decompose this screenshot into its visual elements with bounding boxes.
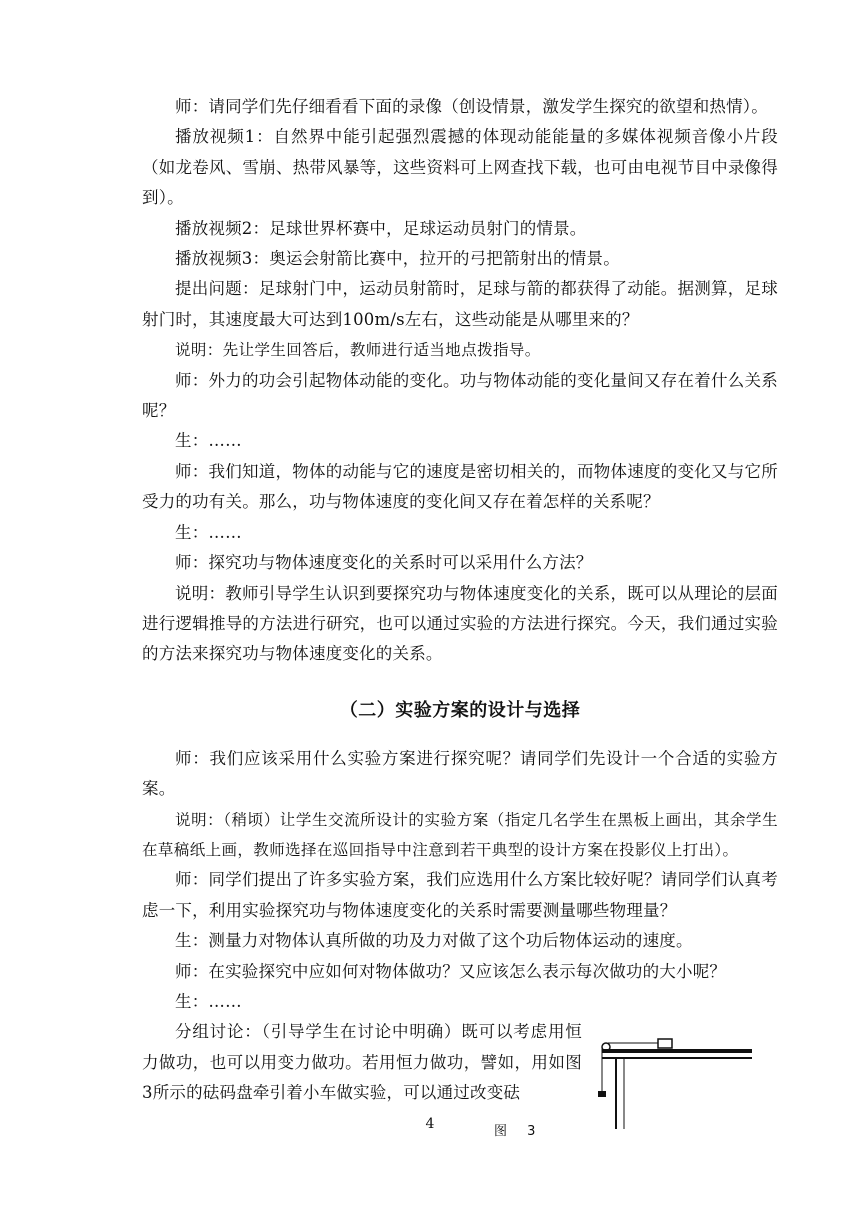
track-board [602, 1049, 752, 1053]
paragraph: 师：探究功与物体速度变化的关系时可以采用什么方法？ [175, 553, 593, 573]
page-number: 4 [425, 1116, 435, 1132]
paragraph: 师：同学们提出了许多实验方案，我们应选用什么方案比较好呢？请同学们认真考虑一下，利用实验探究功与物体速度变化的关系时需要测量哪些物理量？ [142, 870, 778, 920]
cart [658, 1039, 672, 1048]
weight-pan [598, 1091, 606, 1097]
paragraph: 生：测量力对物体认真所做的功及力对做了这个功后物体运动的速度。 [175, 931, 693, 951]
paragraph: 生：…… [175, 991, 242, 1011]
paragraph: 生：…… [175, 522, 242, 542]
paragraph: 师：外力的功会引起物体动能的变化。功与物体动能的变化量间又存在着什么关系呢？ [142, 370, 778, 421]
paragraph: 说明：教师引导学生认识到要探究功与物体速度变化的关系，既可以从理论的层面进行逻辑推导的方法进行研究，也可以通过实验的方法进行探究。今天，我们通过实验的方法来探究功与物体速度变化的关系。 [142, 583, 778, 664]
paragraph: 师：在实验探究中应如何对物体做功？又应该怎么表示每次做功的大小呢？ [175, 961, 727, 981]
page-content [142, 92, 778, 1109]
paragraph: 播放视频3：奥运会射箭比赛中，拉开的弓把箭射出的情景。 [175, 249, 620, 269]
paragraph-group-discussion: 分组讨论：（引导学生在讨论中明确）既可以考虑用恒力做功，也可以用变力做功。若用恒力做功，譬如，用如图3所示的砝码盘牵引着小车做实验，可以通过改变砝 [142, 1022, 582, 1103]
figure-3-diagram [594, 1021, 754, 1131]
paragraph-group-design [142, 744, 778, 1018]
paragraph: 师：请同学们先仔细看看下面的录像（创设情景，激发学生探究的欲望和热情）。 [175, 97, 768, 116]
paragraph: 师：我们知道，物体的动能与它的速度是密切相关的，而物体速度的变化又与它所受力的功有关。那么，功与物体速度的变化间又存在着怎样的关系呢？ [142, 461, 778, 512]
section-heading: （二）实验方案的设计与选择 [339, 699, 581, 721]
cart-pulley-apparatus-icon [594, 1021, 754, 1131]
paragraph-group-intro [142, 92, 778, 670]
paragraph: 提出问题：足球射门中，运动员射箭时，足球与箭的都获得了动能。据测算，足球射门时，其速度最大可达到100m/s左右，这些动能是从哪里来的？ [142, 279, 778, 329]
paragraph: 播放视频1：自然界中能引起强烈震撼的体现动能能量的多媒体视频音像小片段（如龙卷风、雪崩、热带风暴等，这些资料可上网查找下载，也可由电视节目中录像得到）。 [142, 127, 778, 208]
paragraph: 播放视频2：足球世界杯赛中，足球运动员射门的情景。 [175, 218, 587, 238]
paragraph: 师：我们应该采用什么实验方案进行探究呢？请同学们先设计一个合适的实验方案。 [142, 748, 778, 799]
paragraph: 说明：（稍顷）让学生交流所设计的实验方案（指定几名学生在黑板上画出，其余学生在草稿纸上画，教师选择在巡回指导中注意到若干典型的设计方案在投影仪上打出）。 [142, 810, 778, 859]
paragraph: 说明：先让学生回答后，教师进行适当地点拨指导。 [175, 341, 541, 360]
paragraph: 生：…… [175, 431, 242, 451]
table-edge [602, 1057, 752, 1059]
figure-caption: 图 3 [494, 1124, 544, 1139]
figure-paragraph-area [142, 1017, 778, 1108]
